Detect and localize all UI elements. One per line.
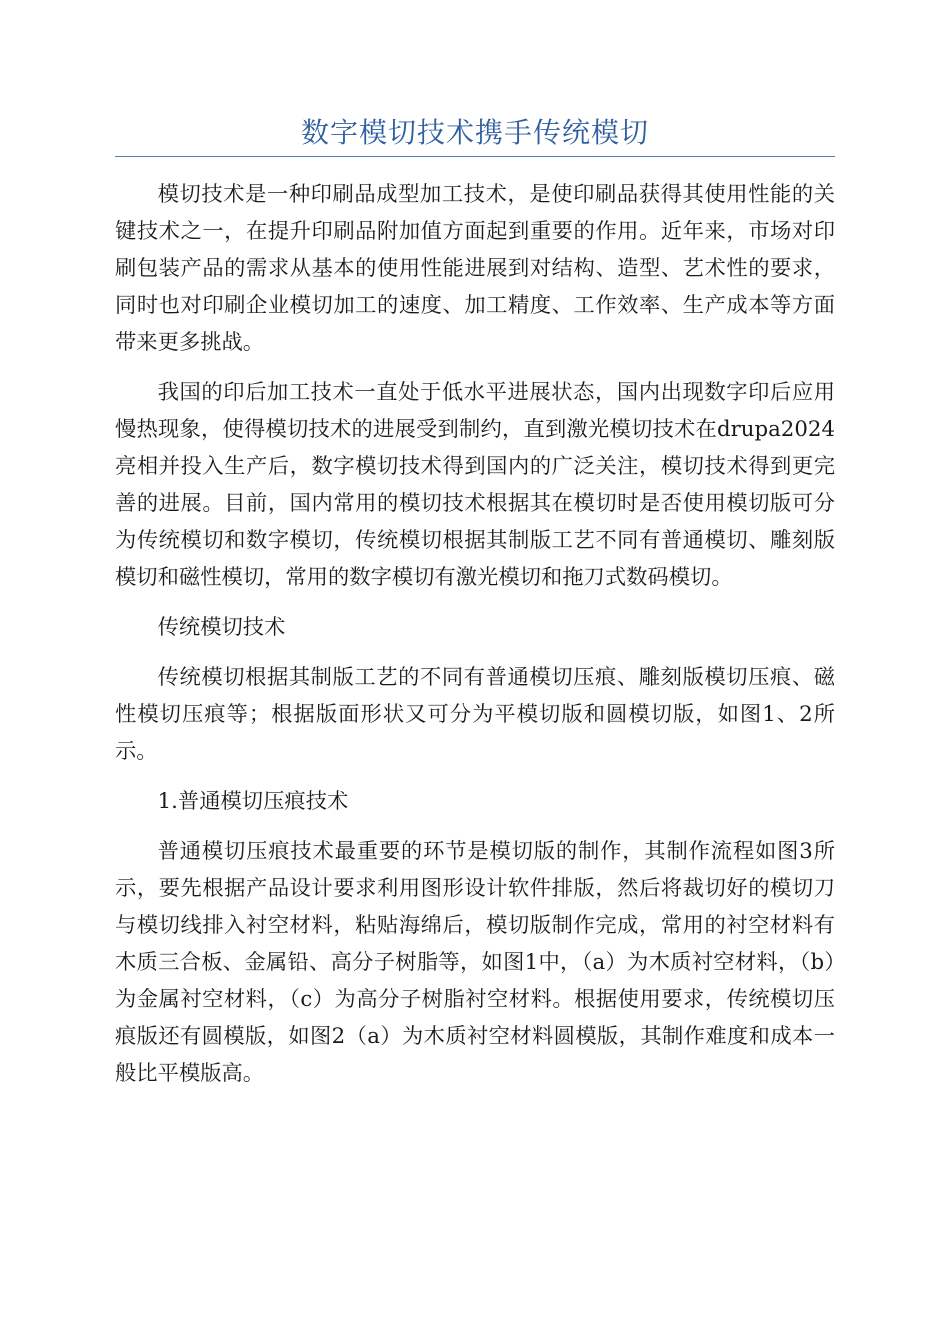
ordinary-die-cutting-paragraph: 普通模切压痕技术最重要的环节是模切版的制作，其制作流程如图3所示，要先根据产品设计要求利用图形设计软件排版，然后将裁切好的模切刀与模切线排入衬空材料，粘贴海绵后，模切版制作完成，常用的衬空材料有木质三合板、金属铅、高分子树脂等，如图1中，（a）为木质衬空材料，（b）为金属衬空材料，（c）为高分子树脂衬空材料。根据使用要求，传统模切压痕版还有圆模版，如图2（a）为木质衬空材料圆模版，其制作难度和成本一般比平模版高。 xyxy=(115,839,835,1086)
traditional-die-cutting-paragraph: 传统模切根据其制版工艺的不同有普通模切压痕、雕刻版模切压痕、磁性模切压痕等；根据版面形状又可分为平模切版和圆模切版，如图1、2所示。 xyxy=(115,665,835,764)
intro-paragraph: 模切技术是一种印刷品成型加工技术，是使印刷品获得其使用性能的关键技术之一，在提升印刷品附加值方面起到重要的作用。近年来，市场对印刷包装产品的需求从基本的使用性能进展到对结构、造型、艺术性的要求，同时也对印刷企业模切加工的速度、加工精度、工作效率、生产成本等方面带来更多挑战。 xyxy=(115,182,835,355)
title-block xyxy=(115,112,835,157)
subsection-heading: 1.普通模切压痕技术 xyxy=(157,789,349,814)
section-heading: 传统模切技术 xyxy=(157,615,286,640)
document-body xyxy=(115,176,835,1105)
document-title: 数字模切技术携手传统模切 xyxy=(300,116,649,149)
background-paragraph: 我国的印后加工技术一直处于低水平进展状态，国内出现数字印后应用慢热现象，使得模切技术的进展受到制约，直到激光模切技术在drupa2024亮相并投入生产后，数字模切技术得到国内的广泛关注，模切技术得到更完善的进展。目前，国内常用的模切技术根据其在模切时是否使用模切版可分为传统模切和数字模切，传统模切根据其制版工艺不同有普通模切、雕刻版模切和磁性模切，常用的数字模切有激光模切和拖刀式数码模切。 xyxy=(115,380,835,590)
